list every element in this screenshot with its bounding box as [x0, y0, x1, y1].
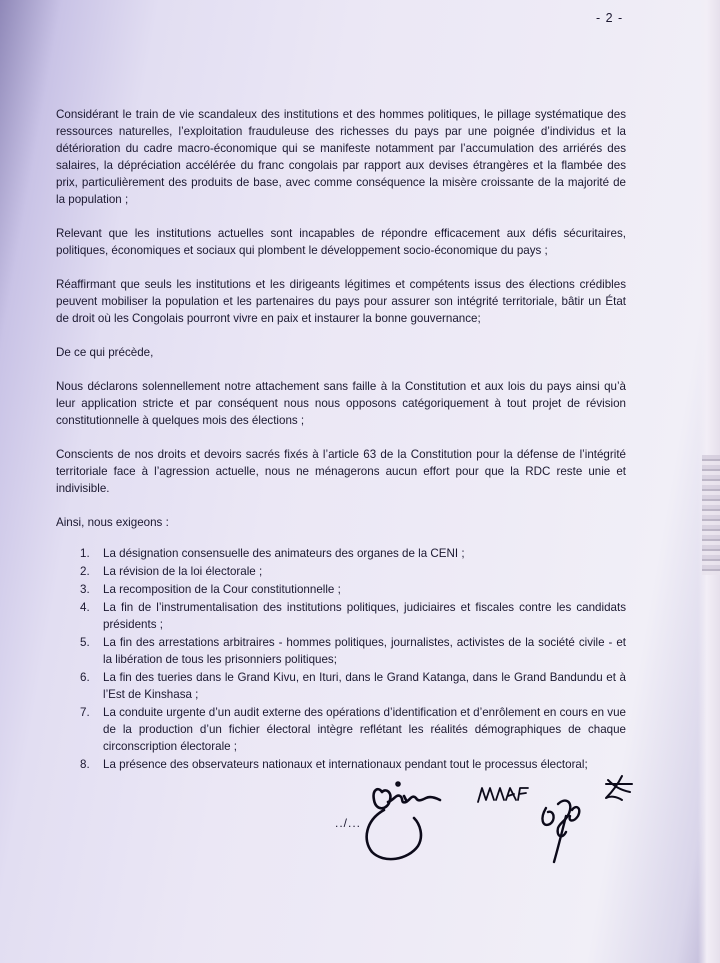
demand-item	[56, 581, 626, 598]
page-number: - 2 -	[596, 11, 624, 25]
demand-number: 1.	[80, 547, 90, 560]
demand-text: La fin des tueries dans le Grand Kivu, en Ituri, dans le Grand Katanga, dans le Grand Bandundu et à l’Est de Kinshasa ;	[103, 671, 626, 701]
demand-text: La présence des observateurs nationaux et internationaux pendant tout le processus électoral;	[103, 758, 588, 771]
signature-4	[606, 776, 632, 800]
demand-number: 6.	[80, 671, 90, 684]
paragraph-conscients: Conscients de nos droits et devoirs sacrés fixés à l’article 63 de la Constitution pour la défense de l’intégrité territoriale face à l’agression actuelle, nous ne ménagerons aucun effort pour que la RDC reste unie et indivisible.	[56, 448, 626, 495]
demand-item	[56, 599, 626, 633]
paragraph-reaffirmant: Réaffirmant que seuls les institutions et les dirigeants légitimes et compétents issus des élections crédibles peuvent mobiliser la population et les partenaires du pays pour assurer son intégrité territoriale, bâtir un État de droit où les Congolais pourront vivre en paix et instaurer la bonne gouvernance;	[56, 278, 626, 325]
continued-mark: ../...	[335, 816, 362, 830]
paragraph-relevant: Relevant que les institutions actuelles sont incapables de répondre efficacement aux défis sécuritaires, politiques, économiques et sociaux qui plombent le développement socio-économique du pays ;	[56, 227, 626, 257]
demands-list	[56, 545, 626, 773]
demand-text: La conduite urgente d’un audit externe des opérations d’identification et d’enrôlement en cours en vue de la production d’un fichier électoral intègre reflétant les réalités démographiques de chaque circonscription électorale ;	[103, 706, 626, 753]
paper-binding-edge	[702, 455, 720, 575]
signature-1	[367, 783, 440, 860]
demand-item	[56, 704, 626, 755]
demand-number: 5.	[80, 636, 90, 649]
demand-number: 4.	[80, 601, 90, 614]
signature-3	[543, 801, 580, 862]
demand-number: 2.	[80, 565, 90, 578]
demand-item	[56, 545, 626, 562]
demands-intro: Ainsi, nous exigeons :	[56, 516, 169, 529]
demand-text: La désignation consensuelle des animateurs des organes de la CENI ;	[103, 547, 465, 560]
paragraph-de-ce-qui-precede: De ce qui précède,	[56, 346, 154, 359]
handwritten-signatures	[360, 770, 660, 870]
demand-text: La révision de la loi électorale ;	[103, 565, 263, 578]
demand-item	[56, 563, 626, 580]
demand-text: La fin des arrestations arbitraires - hommes politiques, journalistes, activistes de la société civile - et la libération de tous les prisonniers politiques;	[103, 636, 626, 666]
paragraph-declaration: Nous déclarons solennellement notre attachement sans faille à la Constitution et aux lois du pays ainsi qu’à leur application stricte et par conséquent nous nous opposons catégoriquement à tout projet de révision constitutionnelle à quelques mois des élections ;	[56, 380, 626, 427]
demand-number: 3.	[80, 583, 90, 596]
paragraph-considerant: Considérant le train de vie scandaleux des institutions et des hommes politiques, le pillage systématique des ressources naturelles, l’exploitation frauduleuse des richesses du pays par une poignée d’individus et la détérioration du cadre macro-économique qui se manifeste notamment par l’accumulation des arriérés des salaires, la dépréciation accélérée du franc congolais par rapport aux devises étrangères et la flambée des prix, particulièrement des produits de base, avec comme conséquence la misère croissante de la majorité de la population ;	[56, 108, 626, 206]
demand-text: La fin de l’instrumentalisation des institutions politiques, judiciaires et fiscales contre les candidats présidents ;	[103, 601, 626, 631]
demand-item	[56, 634, 626, 668]
demand-text: La recomposition de la Cour constitutionnelle ;	[103, 583, 341, 596]
demand-number: 8.	[80, 758, 90, 771]
signature-2	[478, 788, 528, 802]
demand-number: 7.	[80, 706, 90, 719]
demand-item	[56, 669, 626, 703]
document-body	[56, 106, 626, 774]
